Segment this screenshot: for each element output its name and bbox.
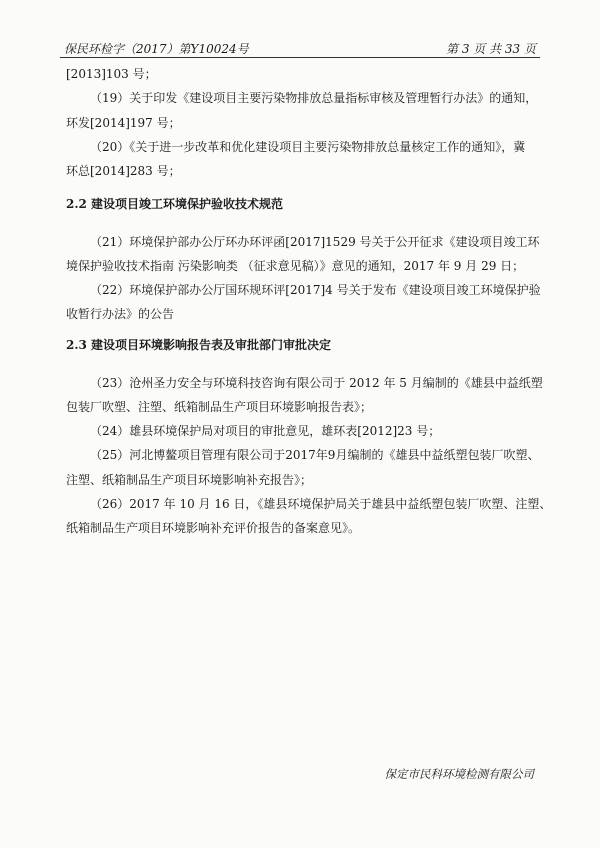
ref22-line1: （22）环境保护部办公厅国环规环评[2017]4 号关于发布《建设项目竣工环境保护验: [90, 283, 541, 297]
ref23-line1: （23）沧州圣力安全与环境科技咨询有限公司于 2012 年 5 月编制的《雄县中益纸塑: [90, 376, 543, 390]
page-info: 第 3 页 共 33 页: [446, 42, 536, 56]
ref21-line1: （21）环境保护部办公厅环办环评函[2017]1529 号关于公开征求《建设项目竣工环: [90, 235, 540, 249]
ref19-line1: （19）关于印发《建设项目主要污染物排放总量指标审核及管理暂行办法》的通知，: [90, 91, 538, 105]
section-heading-2-3: 2.3 建设项目环境影响报告表及审批部门审批决定: [66, 338, 332, 352]
ref20-line1: （20）《关于进一步改革和优化建设项目主要污染物排放总量核定工作的通知》，冀: [90, 140, 526, 154]
ref26-line2: 纸箱制品生产项目环境影响补充评价报告的备案意见》。: [66, 521, 361, 535]
ref24-line1: （24）雄县环境保护局对项目的审批意见，雄环表[2012]23 号；: [90, 424, 441, 438]
ref26-line1: （26）2017 年 10 月 16 日，《雄县环境保护局关于雄县中益纸塑包装厂吹塑、注塑、: [90, 497, 552, 511]
ref25-line1: （25）河北博鳌项目管理有限公司于2017年9月编制的《雄县中益纸塑包装厂吹塑、: [90, 448, 540, 462]
section-heading-2-2: 2.2 建设项目竣工环境保护验收技术规范: [66, 197, 284, 211]
ref18-tail: [2013]103 号；: [66, 67, 157, 81]
ref25-line2: 注塑、纸箱制品生产项目环境影响补充报告》；: [66, 473, 313, 487]
ref21-line2: 境保护验收技术指南 污染影响类 （征求意见稿）》意见的通知，2017 年 9 月 29 日；: [66, 259, 525, 273]
ref22-line2: 收暂行办法》的公告: [66, 307, 175, 321]
ref23-line2: 包装厂吹塑、注塑、纸箱制品生产项目环境影响报告表》；: [66, 400, 373, 414]
ref20-line2: 环总[2014]283 号；: [66, 164, 181, 178]
header-divider: [60, 57, 540, 58]
doc-number: 保民环检字（2017）第Y10024号: [64, 42, 249, 56]
footer-company: 保定市民科环境检测有限公司: [384, 767, 534, 781]
ref19-line2: 环发[2014]197 号；: [66, 116, 181, 130]
